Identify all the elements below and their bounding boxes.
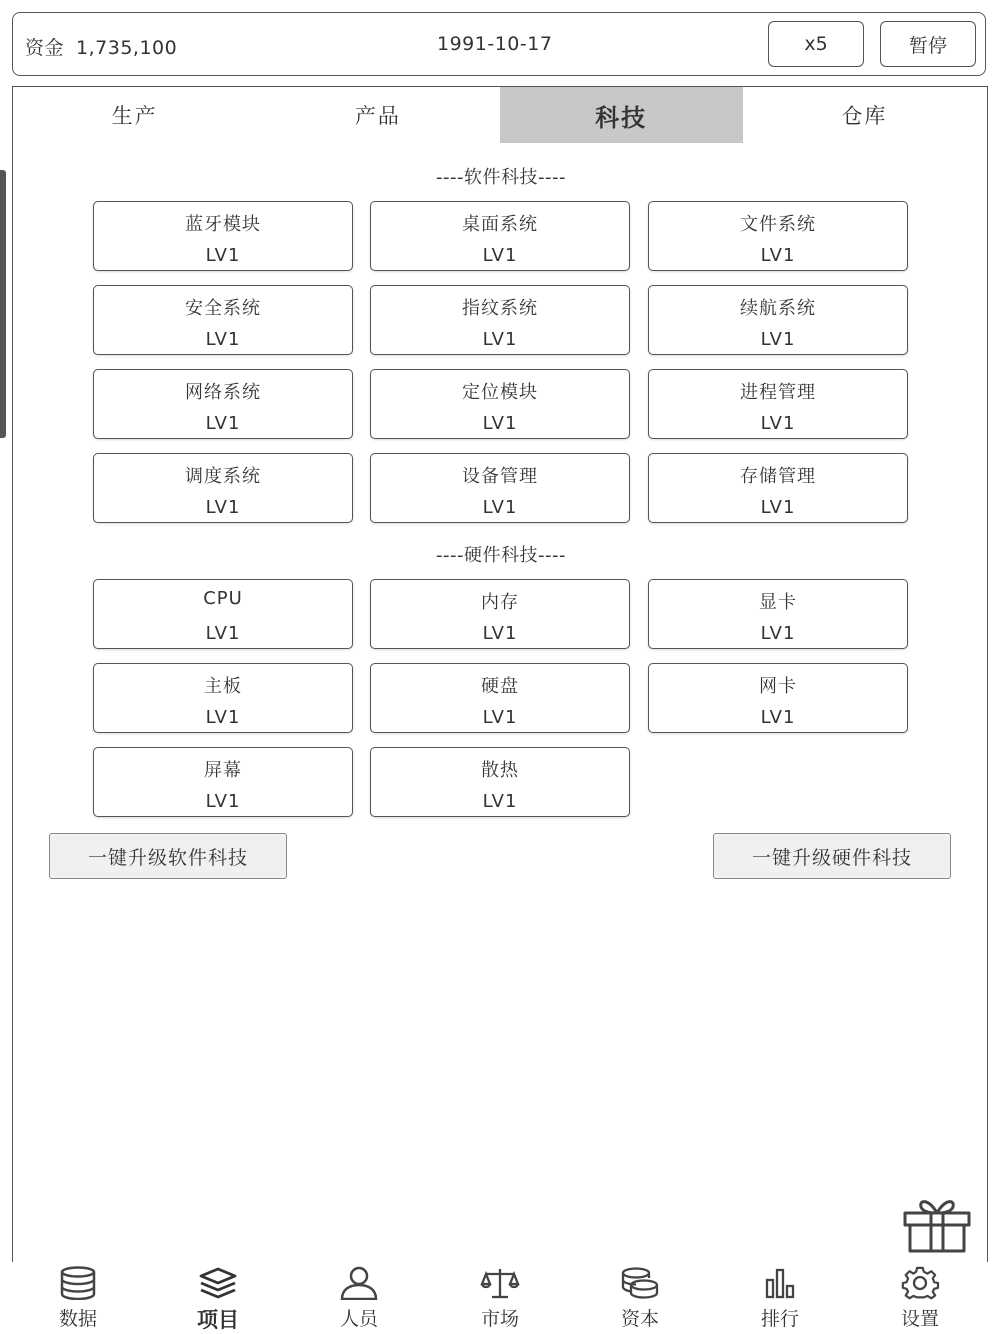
bar-chart-icon (760, 1266, 800, 1300)
nav-staff[interactable] (299, 1262, 419, 1334)
tech-level: LV1 (205, 497, 241, 518)
tech-level: LV1 (205, 791, 241, 812)
tech-level: LV1 (482, 245, 518, 266)
tech-card-motherboard[interactable] (93, 663, 353, 733)
tech-name: 设备管理 (462, 466, 538, 487)
main-panel (12, 86, 988, 1262)
tech-level: LV1 (482, 413, 518, 434)
gift-icon[interactable] (901, 1195, 973, 1253)
tech-name: 进程管理 (740, 382, 816, 403)
tech-name: 硬盘 (481, 676, 519, 697)
tech-level: LV1 (205, 623, 241, 644)
scale-icon (480, 1266, 520, 1300)
tech-level: LV1 (482, 707, 518, 728)
nav-data[interactable] (18, 1262, 138, 1334)
tech-name: 存储管理 (740, 466, 816, 487)
tech-card-gpu[interactable] (648, 579, 908, 649)
tech-card-disk[interactable] (370, 663, 630, 733)
tech-card-storage[interactable] (648, 453, 908, 523)
tech-card-scheduler[interactable] (93, 453, 353, 523)
tech-level: LV1 (205, 245, 241, 266)
tech-name: 主板 (204, 676, 242, 697)
nav-label: 资本 (620, 1308, 659, 1330)
tech-card-security[interactable] (93, 285, 353, 355)
tech-level: LV1 (760, 623, 796, 644)
database-icon (58, 1266, 98, 1300)
tab-bar (13, 87, 986, 143)
tech-card-cpu[interactable] (93, 579, 353, 649)
nav-projects[interactable] (158, 1262, 278, 1334)
nav-label: 项目 (197, 1308, 239, 1332)
tech-name: 内存 (481, 592, 519, 613)
nav-settings[interactable] (860, 1262, 980, 1334)
nav-market[interactable] (440, 1262, 560, 1334)
tech-name: 网络系统 (185, 382, 261, 403)
tech-name: 桌面系统 (462, 214, 538, 235)
tech-level: LV1 (760, 497, 796, 518)
nav-label: 数据 (58, 1308, 97, 1330)
coins-icon (620, 1266, 660, 1300)
tech-name: 调度系统 (185, 466, 261, 487)
tech-card-filesystem[interactable] (648, 201, 908, 271)
pause-button[interactable]: 暂停 (880, 21, 976, 67)
tech-card-nic[interactable] (648, 663, 908, 733)
upgrade-software-button[interactable]: 一键升级软件科技 (49, 833, 287, 879)
tech-level: LV1 (760, 245, 796, 266)
tech-name: 安全系统 (185, 298, 261, 319)
tech-level: LV1 (482, 623, 518, 644)
tech-level: LV1 (760, 707, 796, 728)
tech-card-battery[interactable] (648, 285, 908, 355)
hardware-section-title: ----硬件科技---- (436, 545, 566, 566)
nav-label: 市场 (480, 1308, 519, 1330)
tech-level: LV1 (205, 413, 241, 434)
tech-name: 屏幕 (204, 760, 242, 781)
nav-label: 人员 (339, 1308, 378, 1330)
tab-technology[interactable]: 科技 (500, 87, 743, 143)
tech-name: 文件系统 (740, 214, 816, 235)
tech-name: 定位模块 (462, 382, 538, 403)
funds-value: 1,735,100 (76, 37, 178, 59)
tech-card-screen[interactable] (93, 747, 353, 817)
tech-name: 网卡 (759, 676, 797, 697)
tech-level: LV1 (760, 413, 796, 434)
nav-ranking[interactable] (720, 1262, 840, 1334)
status-bar (12, 12, 986, 76)
tab-production[interactable]: 生产 (111, 104, 158, 128)
tech-level: LV1 (205, 707, 241, 728)
nav-capital[interactable] (580, 1262, 700, 1334)
tech-card-fingerprint[interactable] (370, 285, 630, 355)
funds-label: 资金 (25, 37, 65, 59)
layers-icon (198, 1266, 238, 1300)
tech-level: LV1 (482, 791, 518, 812)
funds-display (25, 33, 177, 60)
game-date: 1991-10-17 (437, 33, 553, 55)
tech-level: LV1 (760, 329, 796, 350)
speed-button[interactable]: x5 (768, 21, 864, 67)
tab-warehouse[interactable]: 仓库 (841, 104, 888, 128)
nav-label: 设置 (900, 1308, 939, 1330)
bottom-nav (0, 1262, 1000, 1334)
tech-name: 散热 (481, 760, 519, 781)
tech-card-device[interactable] (370, 453, 630, 523)
person-icon (339, 1266, 379, 1300)
tech-card-bluetooth[interactable] (93, 201, 353, 271)
tech-card-positioning[interactable] (370, 369, 630, 439)
gear-icon (900, 1266, 940, 1300)
software-section-title: ----软件科技---- (436, 167, 566, 188)
tech-card-cooling[interactable] (370, 747, 630, 817)
nav-label: 排行 (760, 1308, 799, 1330)
side-drawer-handle[interactable] (0, 170, 6, 438)
tech-name: 指纹系统 (462, 298, 538, 319)
tech-level: LV1 (205, 329, 241, 350)
tech-name: CPU (203, 588, 243, 609)
tech-level: LV1 (482, 497, 518, 518)
tech-card-process[interactable] (648, 369, 908, 439)
tab-products[interactable]: 产品 (354, 104, 401, 128)
tech-card-network[interactable] (93, 369, 353, 439)
tech-name: 蓝牙模块 (185, 214, 261, 235)
upgrade-hardware-button[interactable]: 一键升级硬件科技 (713, 833, 951, 879)
tech-level: LV1 (482, 329, 518, 350)
tech-name: 续航系统 (740, 298, 816, 319)
tech-card-memory[interactable] (370, 579, 630, 649)
tech-name: 显卡 (759, 592, 797, 613)
tech-card-desktop[interactable] (370, 201, 630, 271)
